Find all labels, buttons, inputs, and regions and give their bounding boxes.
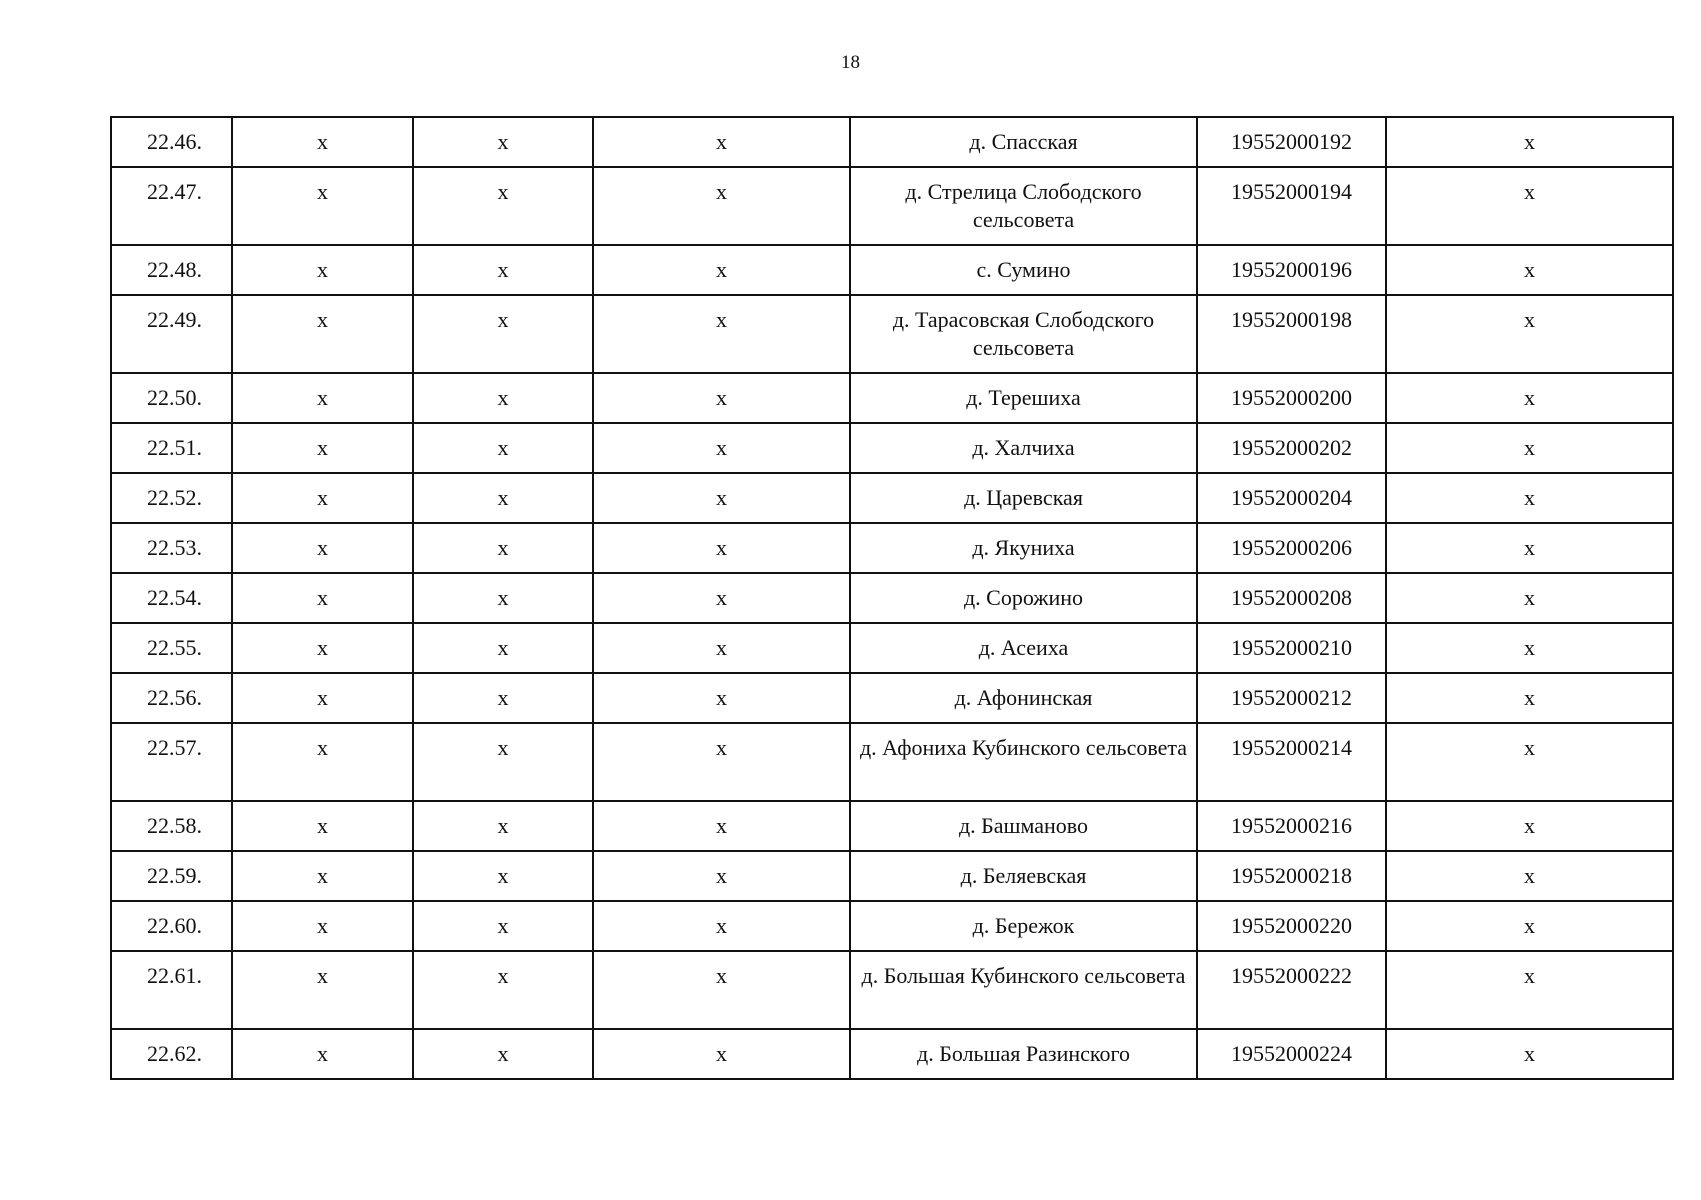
settlement-name: д. Большая Кубинского сельсовета <box>850 951 1197 1029</box>
table-row <box>111 851 1673 901</box>
settlement-name: д. Сорожино <box>850 573 1197 623</box>
cell-mark: x <box>593 723 850 801</box>
cell-mark: x <box>593 245 850 295</box>
settlement-name: д. Спасская <box>850 117 1197 167</box>
table-row <box>111 623 1673 673</box>
cell-mark: x <box>1386 245 1673 295</box>
settlement-code: 19552000202 <box>1197 423 1386 473</box>
row-number: 22.61. <box>111 951 232 1029</box>
cell-mark: x <box>413 295 593 373</box>
cell-mark: x <box>593 623 850 673</box>
settlement-code: 19552000212 <box>1197 673 1386 723</box>
cell-mark: x <box>1386 117 1673 167</box>
row-number: 22.49. <box>111 295 232 373</box>
table-row <box>111 951 1673 1029</box>
cell-mark: x <box>413 901 593 951</box>
cell-mark: x <box>232 673 413 723</box>
table-row <box>111 1029 1673 1079</box>
cell-mark: x <box>413 1029 593 1079</box>
cell-mark: x <box>232 1029 413 1079</box>
cell-mark: x <box>593 167 850 245</box>
cell-mark: x <box>593 573 850 623</box>
settlement-name: д. Якуниха <box>850 523 1197 573</box>
table-row <box>111 901 1673 951</box>
row-number: 22.57. <box>111 723 232 801</box>
cell-mark: x <box>413 951 593 1029</box>
row-number: 22.47. <box>111 167 232 245</box>
row-number: 22.53. <box>111 523 232 573</box>
cell-mark: x <box>1386 851 1673 901</box>
cell-mark: x <box>232 723 413 801</box>
row-number: 22.58. <box>111 801 232 851</box>
table-row <box>111 523 1673 573</box>
cell-mark: x <box>232 801 413 851</box>
cell-mark: x <box>232 473 413 523</box>
settlement-name: д. Афониха Кубинского сельсовета <box>850 723 1197 801</box>
row-number: 22.48. <box>111 245 232 295</box>
row-number: 22.56. <box>111 673 232 723</box>
settlement-name: д. Царевская <box>850 473 1197 523</box>
settlement-code: 19552000206 <box>1197 523 1386 573</box>
cell-mark: x <box>1386 673 1673 723</box>
cell-mark: x <box>413 423 593 473</box>
settlement-code: 19552000210 <box>1197 623 1386 673</box>
settlement-name: д. Беляевская <box>850 851 1197 901</box>
settlement-code: 19552000204 <box>1197 473 1386 523</box>
table-row <box>111 723 1673 801</box>
cell-mark: x <box>413 723 593 801</box>
table-row <box>111 673 1673 723</box>
settlement-code: 19552000222 <box>1197 951 1386 1029</box>
cell-mark: x <box>232 901 413 951</box>
cell-mark: x <box>1386 951 1673 1029</box>
settlement-code: 19552000216 <box>1197 801 1386 851</box>
cell-mark: x <box>1386 573 1673 623</box>
cell-mark: x <box>413 167 593 245</box>
cell-mark: x <box>593 295 850 373</box>
cell-mark: x <box>1386 167 1673 245</box>
settlement-code: 19552000194 <box>1197 167 1386 245</box>
table-row <box>111 117 1673 167</box>
settlement-name: д. Терешиха <box>850 373 1197 423</box>
cell-mark: x <box>413 573 593 623</box>
settlement-name: д. Большая Разинского <box>850 1029 1197 1079</box>
cell-mark: x <box>593 373 850 423</box>
cell-mark: x <box>413 801 593 851</box>
cell-mark: x <box>1386 523 1673 573</box>
table-row <box>111 245 1673 295</box>
settlement-code: 19552000218 <box>1197 851 1386 901</box>
cell-mark: x <box>1386 473 1673 523</box>
row-number: 22.55. <box>111 623 232 673</box>
cell-mark: x <box>593 951 850 1029</box>
cell-mark: x <box>232 523 413 573</box>
row-number: 22.50. <box>111 373 232 423</box>
cell-mark: x <box>232 245 413 295</box>
cell-mark: x <box>1386 295 1673 373</box>
cell-mark: x <box>593 851 850 901</box>
cell-mark: x <box>593 473 850 523</box>
cell-mark: x <box>593 801 850 851</box>
cell-mark: x <box>232 951 413 1029</box>
table-row <box>111 573 1673 623</box>
cell-mark: x <box>593 423 850 473</box>
row-number: 22.60. <box>111 901 232 951</box>
cell-mark: x <box>413 673 593 723</box>
table-row <box>111 423 1673 473</box>
row-number: 22.62. <box>111 1029 232 1079</box>
row-number: 22.46. <box>111 117 232 167</box>
cell-mark: x <box>232 373 413 423</box>
settlement-name: д. Стрелица Слободского сельсовета <box>850 167 1197 245</box>
table-row <box>111 801 1673 851</box>
settlement-code: 19552000196 <box>1197 245 1386 295</box>
settlement-name: д. Бережок <box>850 901 1197 951</box>
cell-mark: x <box>232 167 413 245</box>
cell-mark: x <box>593 673 850 723</box>
row-number: 22.52. <box>111 473 232 523</box>
cell-mark: x <box>413 373 593 423</box>
cell-mark: x <box>1386 801 1673 851</box>
settlement-code: 19552000192 <box>1197 117 1386 167</box>
cell-mark: x <box>1386 373 1673 423</box>
cell-mark: x <box>1386 423 1673 473</box>
settlement-code: 19552000200 <box>1197 373 1386 423</box>
cell-mark: x <box>232 295 413 373</box>
settlement-name: д. Халчиха <box>850 423 1197 473</box>
settlement-name: д. Башманово <box>850 801 1197 851</box>
cell-mark: x <box>413 623 593 673</box>
cell-mark: x <box>413 851 593 901</box>
row-number: 22.54. <box>111 573 232 623</box>
cell-mark: x <box>1386 1029 1673 1079</box>
cell-mark: x <box>593 901 850 951</box>
cell-mark: x <box>232 423 413 473</box>
table-row <box>111 295 1673 373</box>
cell-mark: x <box>232 573 413 623</box>
cell-mark: x <box>593 1029 850 1079</box>
cell-mark: x <box>413 117 593 167</box>
cell-mark: x <box>413 245 593 295</box>
table-row <box>111 373 1673 423</box>
cell-mark: x <box>413 473 593 523</box>
settlement-name: д. Афонинская <box>850 673 1197 723</box>
settlement-code: 19552000198 <box>1197 295 1386 373</box>
row-number: 22.59. <box>111 851 232 901</box>
cell-mark: x <box>1386 901 1673 951</box>
table-row <box>111 473 1673 523</box>
cell-mark: x <box>593 117 850 167</box>
settlements-table <box>110 116 1674 1080</box>
cell-mark: x <box>1386 723 1673 801</box>
settlement-code: 19552000208 <box>1197 573 1386 623</box>
settlement-name: с. Сумино <box>850 245 1197 295</box>
cell-mark: x <box>593 523 850 573</box>
settlement-code: 19552000220 <box>1197 901 1386 951</box>
row-number: 22.51. <box>111 423 232 473</box>
table-row <box>111 167 1673 245</box>
cell-mark: x <box>232 117 413 167</box>
settlement-code: 19552000214 <box>1197 723 1386 801</box>
settlement-code: 19552000224 <box>1197 1029 1386 1079</box>
settlement-name: д. Тарасовская Слободского сельсовета <box>850 295 1197 373</box>
cell-mark: x <box>1386 623 1673 673</box>
cell-mark: x <box>232 851 413 901</box>
page-number: 18 <box>841 52 860 73</box>
cell-mark: x <box>413 523 593 573</box>
settlement-name: д. Асеиха <box>850 623 1197 673</box>
cell-mark: x <box>232 623 413 673</box>
